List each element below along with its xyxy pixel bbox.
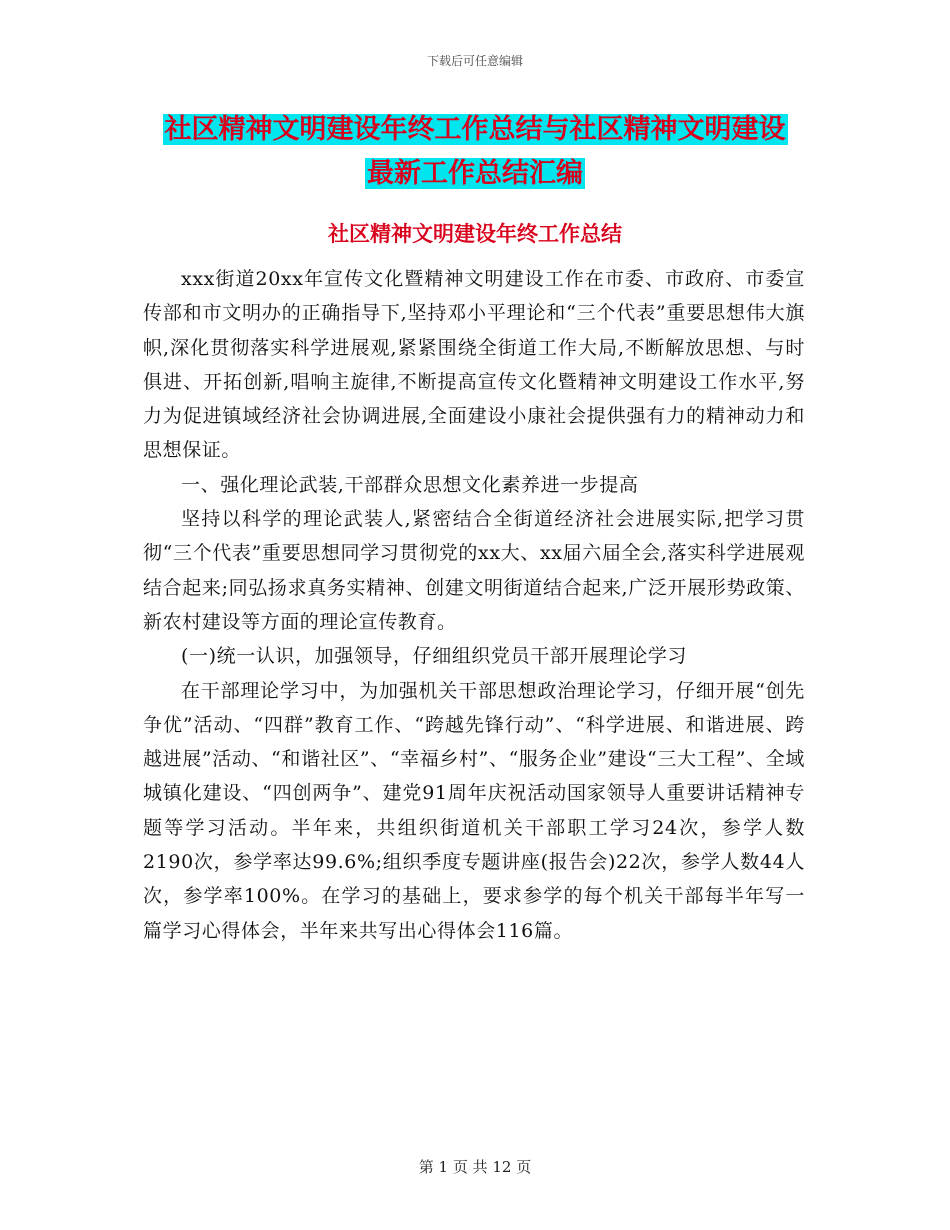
paragraph-section-1: 坚持以科学的理论武装人,紧密结合全街道经济社会进展实际,把学习贯彻“三个代表”重要思想同学习贯彻党的xx大、xx届六届全会,落实科学进展观结合起来;同弘扬求真务实精神、创建文明街道结合起来,广泛开展形势政策、新农村建设等方面的理论宣传教育。	[143, 508, 805, 633]
paragraph-subsection-1: 在干部理论学习中，为加强机关干部思想政治理论学习，仔细开展“创先争优”活动、“四群”教育工作、“跨越先锋行动”、“科学进展、和谐进展、跨越进展”活动、“和谐社区”、“幸福乡村”、“服务企业”建设“三大工程”、全域城镇化建设、“四创两争”、建党91周年庆祝活动国家领导人重要讲话精神专题等学习活动。半年来，共组织街道机关干部职工学习24次，参学人数2190次，参学率达99.6%;组织季度专题讲座(报告会)22次，参学人数44人次，参学率100%。在学习的基础上，要求参学的每个机关干部每半年写一篇学习心得体会，半年来共写出心得体会116篇。	[143, 679, 805, 942]
title-line-2: 最新工作总结汇编	[367, 158, 583, 189]
page-header: 下载后可任意编辑	[426, 54, 523, 68]
section-title: 社区精神文明建设年终工作总结	[328, 222, 622, 246]
heading-subsection-1: (一)统一认识，加强领导，仔细组织党员干部开展理论学习	[181, 645, 688, 668]
document-body	[143, 262, 805, 948]
document-title	[100, 108, 850, 196]
heading-section-1: 一、强化理论武装,干部群众思想文化素养进一步提高	[181, 473, 639, 496]
title-line-1: 社区精神文明建设年终工作总结与社区精神文明建设	[164, 114, 786, 145]
paragraph-intro: xxx街道20xx年宣传文化暨精神文明建设工作在市委、市政府、市委宣传部和市文明办的正确指导下,坚持邓小平理论和“三个代表”重要思想伟大旗帜,深化贯彻落实科学进展观,紧紧围绕全街道工作大局,不断解放思想、与时俱进、开拓创新,唱响主旋律,不断提高宣传文化暨精神文明建设工作水平,努力为促进镇域经济社会协调进展,全面建设小康社会提供强有力的精神动力和思想保证。	[143, 268, 805, 462]
page-number: 第 1 页 共 12 页	[418, 1158, 532, 1176]
